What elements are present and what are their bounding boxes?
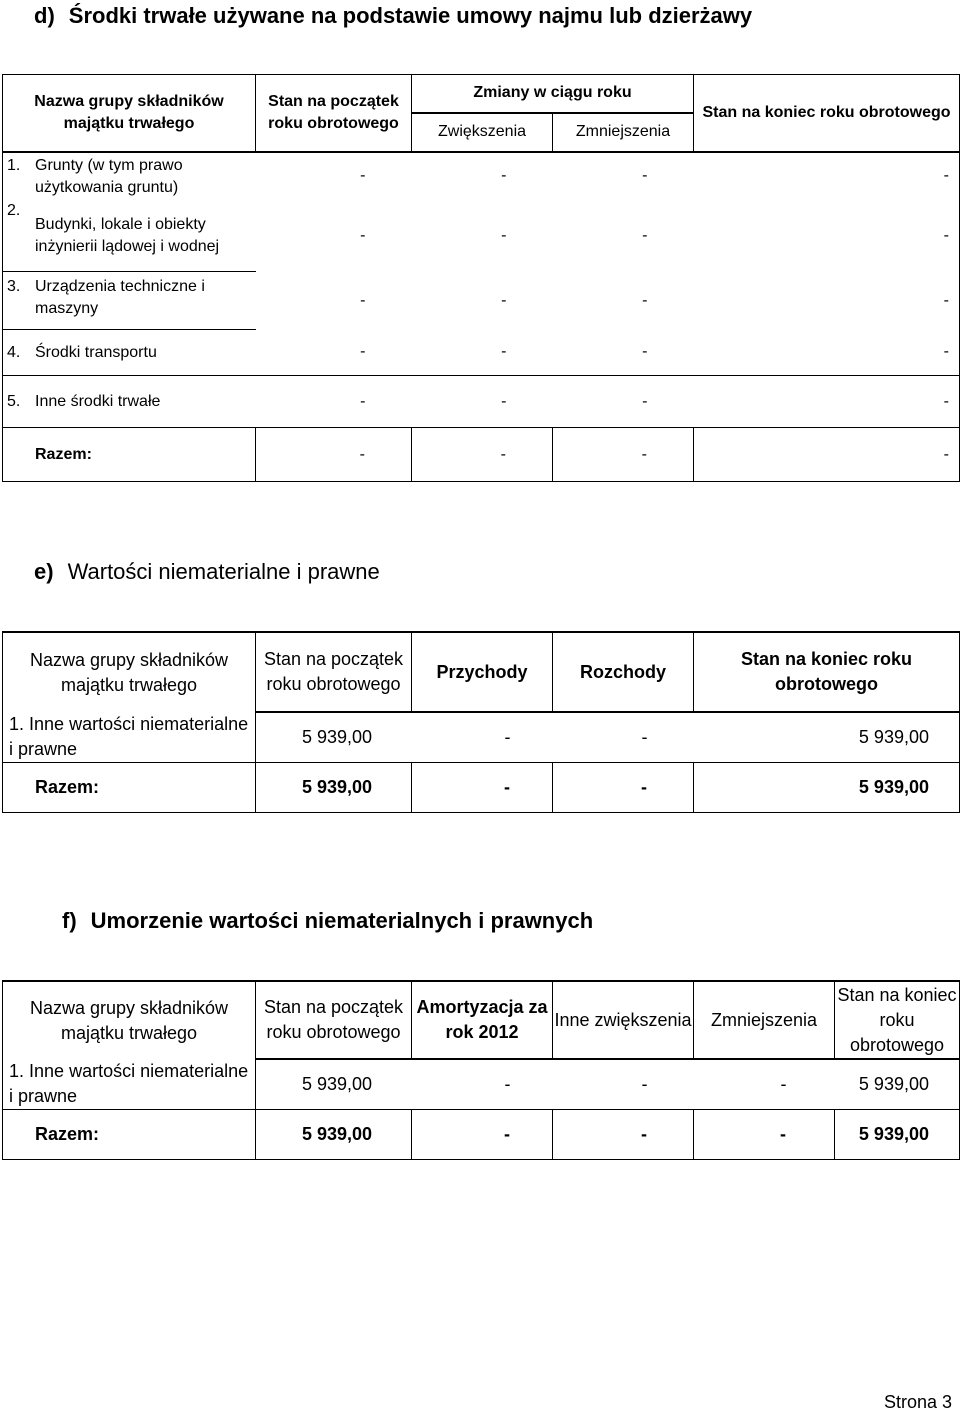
row-increase: -	[501, 167, 507, 184]
header-end: Stan na koniec roku obrotowego	[694, 75, 960, 152]
header-start: Stan na początek roku obrotowego	[256, 632, 412, 712]
row-name-cell	[3, 152, 256, 200]
row-name: Inne środki trwałe	[35, 392, 161, 410]
row-start: -	[360, 167, 366, 184]
total-row	[3, 763, 960, 813]
header-name: Nazwa grupy składników majątku trwałego	[3, 981, 256, 1059]
header-decrease: Zmniejszenia	[694, 981, 835, 1059]
row-name-cell	[3, 1059, 256, 1110]
row-name: Inne wartości niematerialne i prawne	[9, 714, 249, 759]
total-increase: -	[412, 428, 553, 482]
section-f-title: f) Umorzenie wartości niematerialnych i prawnych	[62, 908, 594, 933]
total-end: 5 939,00	[835, 1110, 960, 1160]
row-end: -	[694, 330, 960, 376]
row-other-increase: -	[553, 1059, 694, 1110]
row-increase: -	[412, 330, 553, 376]
amortization-table	[2, 980, 960, 1160]
header-outgo: Rozchody	[553, 632, 694, 712]
row-start: -	[360, 226, 366, 244]
row-number: 5.	[7, 392, 21, 410]
header-row	[3, 75, 960, 113]
row-start: -	[360, 291, 366, 309]
row-start: 5 939,00	[256, 712, 412, 763]
total-outgo: -	[553, 763, 694, 813]
row-decrease: -	[694, 1059, 835, 1110]
table-row	[3, 152, 960, 200]
table-row	[3, 330, 960, 376]
total-label: Razem:	[3, 428, 256, 482]
header-income: Przychody	[412, 632, 553, 712]
total-other-increase: -	[553, 1110, 694, 1160]
row-name-cell	[3, 712, 256, 763]
row-end: -	[694, 376, 960, 428]
row-start: 5 939,00	[256, 1059, 412, 1110]
total-row	[3, 1110, 960, 1160]
table-row	[3, 1059, 960, 1110]
row-name-cell	[3, 200, 256, 272]
total-end: 5 939,00	[694, 763, 960, 813]
total-label: Razem:	[3, 763, 256, 813]
header-row	[3, 632, 960, 712]
table-row	[3, 712, 960, 763]
header-other-increase: Inne zwiększenia	[553, 981, 694, 1059]
header-end: Stan na koniec roku obrotowego	[835, 981, 960, 1059]
header-start: Stan na początek roku obrotowego	[256, 75, 412, 152]
row-end: -	[694, 272, 960, 330]
page-number: Strona 3	[883, 1392, 952, 1412]
section-e-title: e) Wartości niematerialne i prawne	[34, 559, 380, 584]
header-name: Nazwa grupy składników majątku trwałego	[3, 75, 256, 152]
row-number: 1.	[9, 714, 25, 734]
row-end: -	[694, 152, 960, 200]
header-row	[3, 981, 960, 1059]
row-increase: -	[412, 376, 553, 428]
header-increase: Zwiększenia	[412, 113, 553, 152]
row-decrease: -	[553, 376, 694, 428]
total-start: 5 939,00	[256, 763, 412, 813]
row-decrease: -	[642, 291, 648, 309]
row-amortization: -	[412, 1059, 553, 1110]
table-row	[3, 272, 960, 330]
row-number: 1.	[7, 156, 21, 174]
total-row	[3, 428, 960, 482]
total-income: -	[412, 763, 553, 813]
row-name: Urządzenia techniczne i maszyny	[35, 278, 205, 317]
row-income: -	[412, 712, 553, 763]
row-name-cell	[3, 272, 256, 330]
total-amortization: -	[412, 1110, 553, 1160]
row-end: 5 939,00	[835, 1059, 960, 1110]
row-name: Grunty (w tym prawo użytkowania gruntu)	[35, 156, 183, 196]
header-changes: Zmiany w ciągu roku	[412, 75, 694, 113]
row-start: -	[256, 330, 412, 376]
total-label: Razem:	[3, 1110, 256, 1160]
header-name: Nazwa grupy składników majątku trwałego	[3, 632, 256, 712]
table-row	[3, 376, 960, 428]
intangible-assets-table	[2, 631, 960, 813]
total-decrease: -	[553, 428, 694, 482]
row-number: 1.	[9, 1061, 25, 1081]
row-name-cell	[3, 330, 256, 376]
total-start: -	[256, 428, 412, 482]
header-decrease: Zmniejszenia	[553, 113, 694, 152]
row-name-cell	[3, 376, 256, 428]
row-decrease: -	[642, 167, 648, 184]
row-increase: -	[501, 291, 507, 309]
row-decrease: -	[642, 226, 648, 244]
total-end: -	[694, 428, 960, 482]
total-decrease: -	[694, 1110, 835, 1160]
table-row	[3, 200, 960, 272]
row-name: Środki transportu	[35, 343, 157, 361]
header-end: Stan na koniec roku obrotowego	[694, 632, 960, 712]
row-start: -	[256, 376, 412, 428]
total-start: 5 939,00	[256, 1110, 412, 1160]
row-number: 3.	[7, 278, 21, 295]
row-name: Budynki, lokale i obiekty inżynierii lądowej i wodnej	[35, 215, 220, 255]
section-d-title: d) Środki trwałe używane na podstawie umowy najmu lub dzierżawy	[34, 3, 753, 28]
row-decrease: -	[553, 330, 694, 376]
row-end: -	[694, 200, 960, 272]
row-end: 5 939,00	[694, 712, 960, 763]
row-increase: -	[501, 226, 507, 244]
leased-assets-table	[2, 74, 960, 482]
row-number: 4.	[7, 343, 21, 361]
row-outgo: -	[553, 712, 694, 763]
header-start: Stan na początek roku obrotowego	[256, 981, 412, 1059]
row-name: Inne wartości niematerialne i prawne	[9, 1061, 249, 1106]
header-amortization: Amortyzacja za rok 2012	[412, 981, 553, 1059]
row-number: 2.	[7, 201, 21, 219]
